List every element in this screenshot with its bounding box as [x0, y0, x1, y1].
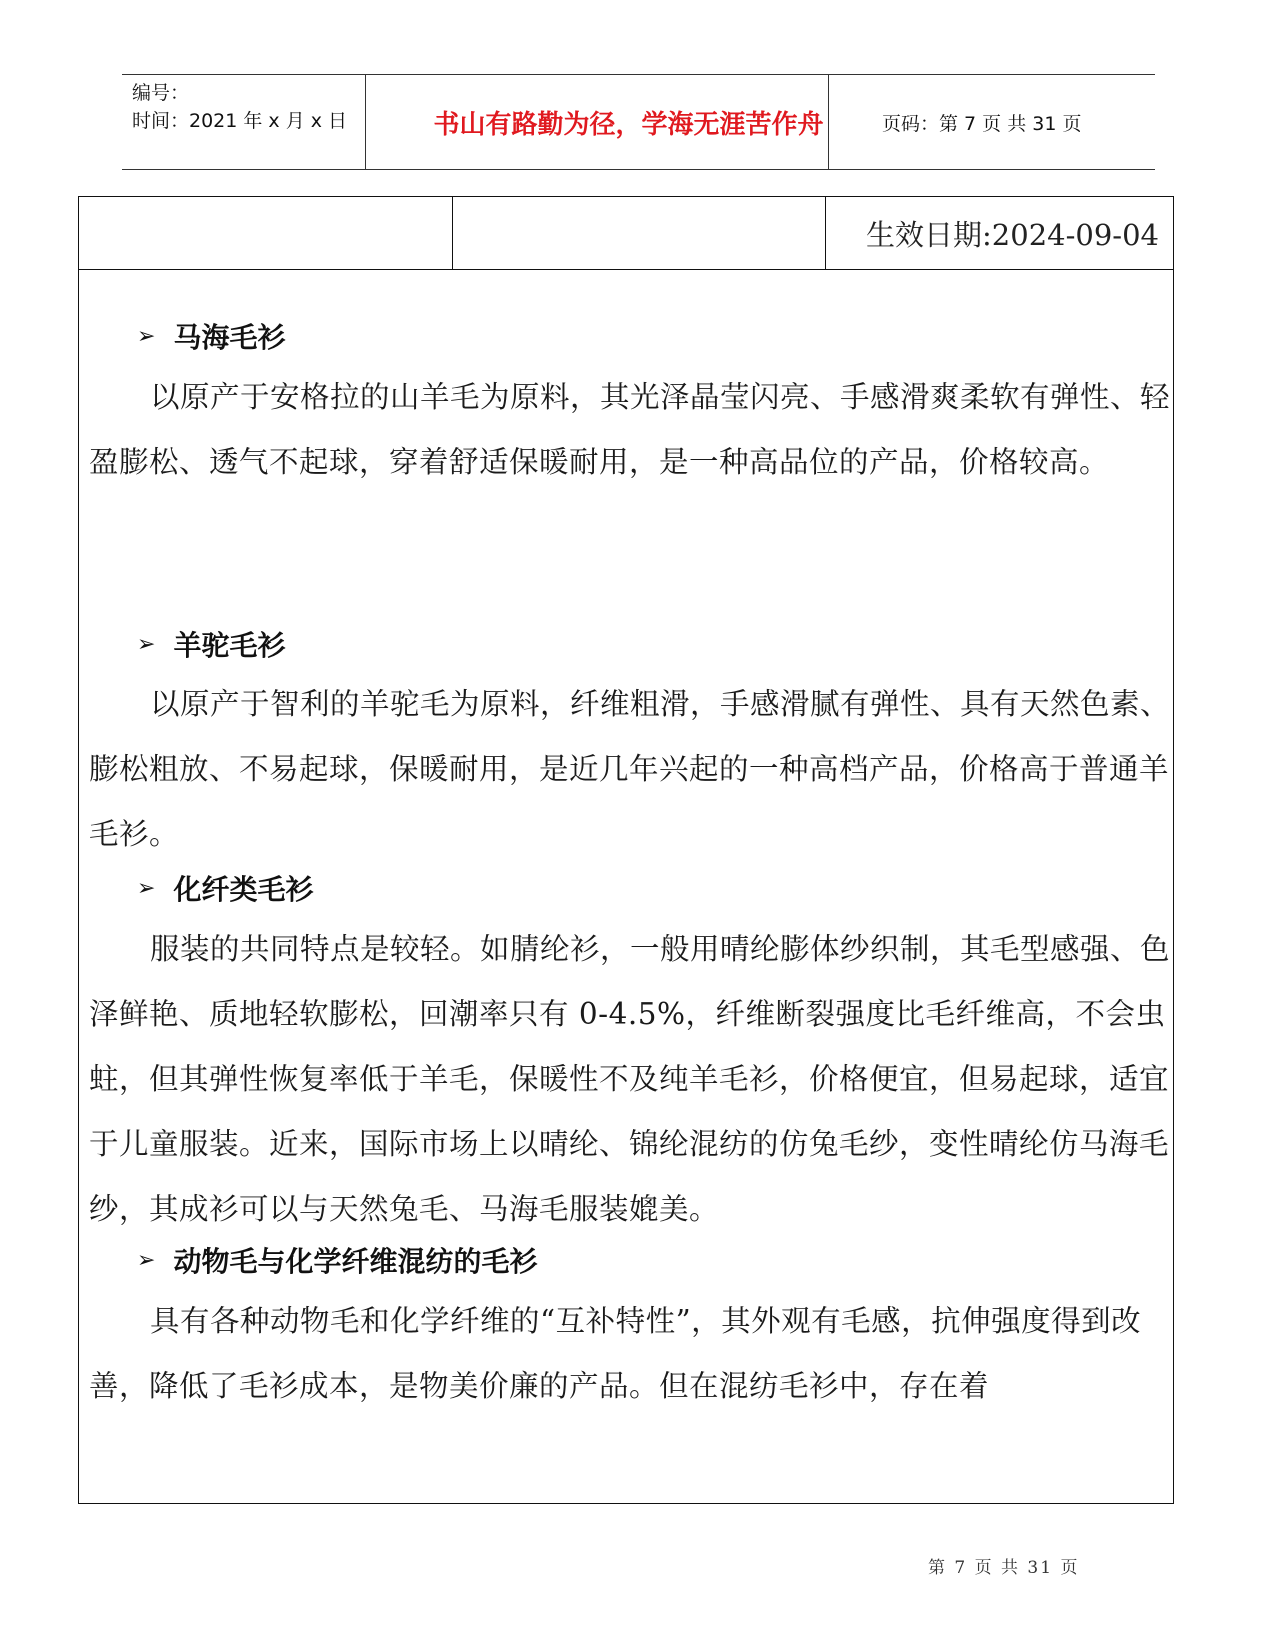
header-page-number: 页码：第 7 页 共 31 页 — [882, 112, 1082, 135]
document-number-label: 编号： — [132, 82, 190, 104]
frame-header-row — [79, 197, 1173, 270]
section-paragraph: 具有各种动物毛和化学纤维的“互补特性”，其外观有毛感，抗伸强度得到改善，降低了毛衫成本，是物美价廉的产品。但在混纺毛衫中，存在着 — [89, 1304, 1142, 1403]
page-header — [122, 74, 1155, 170]
frame-header-divider — [452, 197, 453, 269]
bullet-arrow-icon: ➢ — [137, 631, 156, 657]
bullet-arrow-icon: ➢ — [137, 875, 156, 901]
header-divider — [828, 75, 829, 169]
document-time-label: 时间：2021 年 x 月 x 日 — [132, 110, 348, 132]
section-heading-text: 羊驼毛衫 — [173, 629, 286, 662]
section-heading — [137, 313, 285, 359]
header-divider — [365, 75, 366, 169]
section-heading-text: 动物毛与化学纤维混纺的毛衫 — [173, 1245, 538, 1278]
section-heading — [137, 865, 313, 911]
header-meta — [132, 79, 347, 135]
bullet-arrow-icon: ➢ — [137, 323, 156, 349]
section-heading-text: 化纤类毛衫 — [173, 873, 314, 906]
effective-date: 生效日期:2024-09-04 — [866, 217, 1159, 252]
content-frame — [78, 196, 1174, 1504]
page-footer: 第 7 页 共 31 页 — [928, 1558, 1080, 1578]
header-motto: 书山有路勤为径，学海无涯苦作舟 — [433, 109, 824, 140]
section-heading — [137, 1237, 537, 1283]
section-paragraph: 以原产于安格拉的山羊毛为原料，其光泽晶莹闪亮、手感滑爽柔软有弹性、轻盈膨松、透气不起球，穿着舒适保暖耐用，是一种高品位的产品，价格较高。 — [89, 380, 1171, 479]
frame-header-divider — [825, 197, 826, 269]
section-heading — [137, 621, 285, 667]
bullet-arrow-icon: ➢ — [137, 1247, 156, 1273]
section-paragraph: 服装的共同特点是较轻。如腈纶衫，一般用晴纶膨体纱织制，其毛型感强、色泽鲜艳、质地轻软膨松，回潮率只有 0-4.5%，纤维断裂强度比毛纤维高，不会虫蛀，但其弹性恢复率低于羊毛，保暖性不及纯羊毛衫，价格便宜，但易起球，适宜于儿童服装。近来，国际市场上以晴纶、锦纶混纺的仿兔毛纱，变性晴纶仿马海毛纱，其成衫可以与天然兔毛、马海毛服装媲美。 — [89, 932, 1171, 1226]
section-paragraph: 以原产于智利的羊驼毛为原料，纤维粗滑，手感滑腻有弹性、具有天然色素、膨松粗放、不易起球，保暖耐用，是近几年兴起的一种高档产品，价格高于普通羊毛衫。 — [89, 687, 1171, 851]
section-heading-text: 马海毛衫 — [173, 321, 286, 354]
